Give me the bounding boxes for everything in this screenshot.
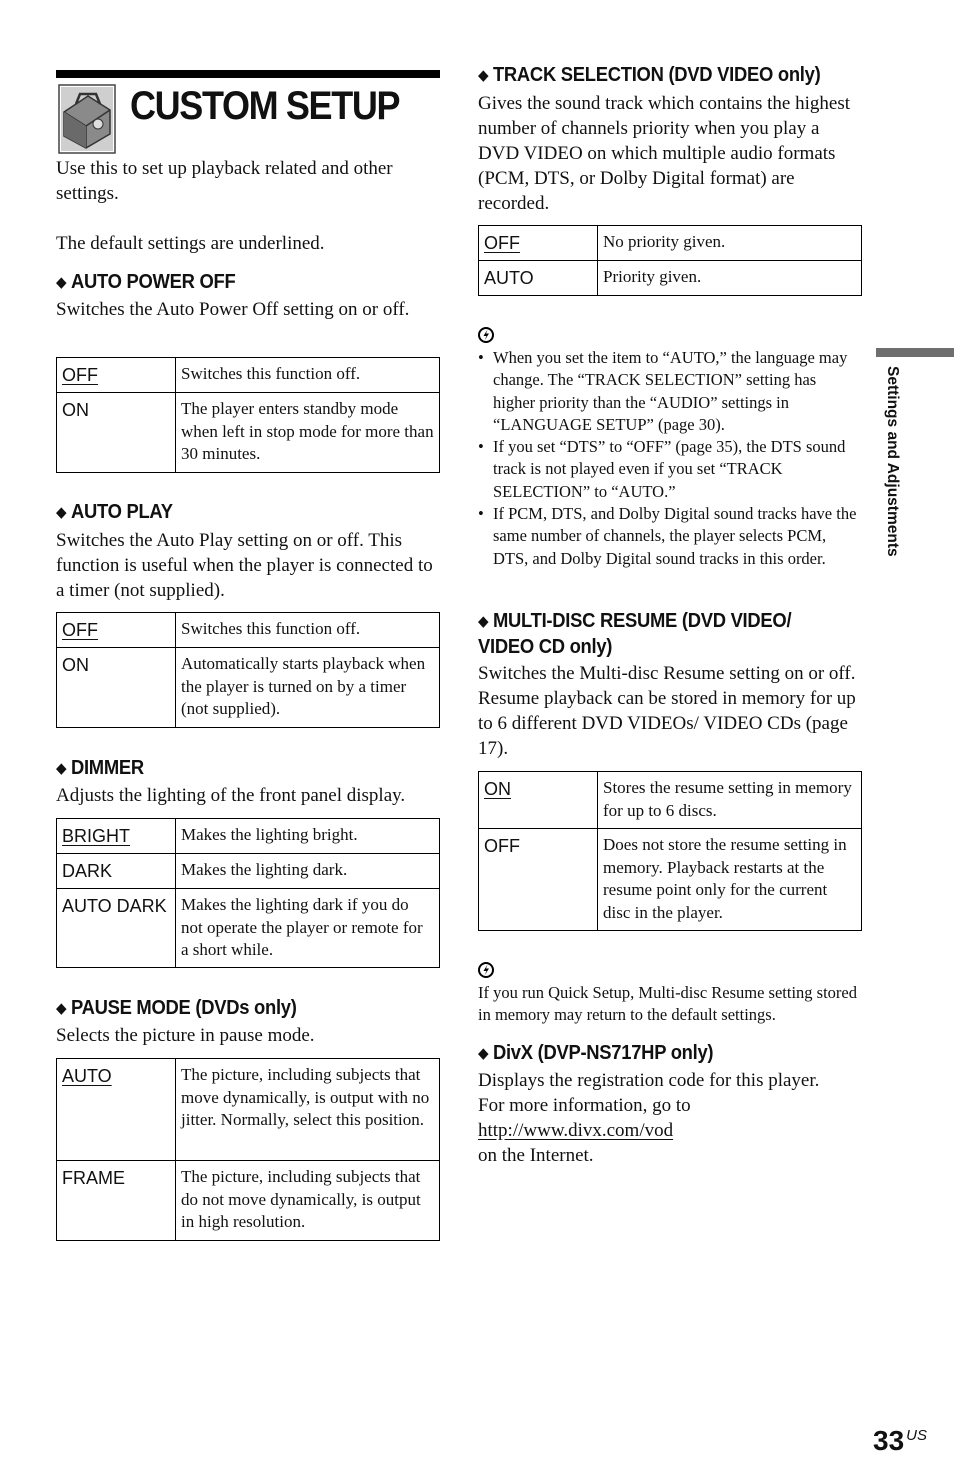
- sidebar-label: Settings and Adjustments: [884, 366, 901, 557]
- option-desc: The picture, including subjects that move dynamically, is output with no jitter. Normally, select this position.: [176, 1059, 440, 1161]
- section-heading: ◆ DivX (DVP-NS717HP only): [478, 1042, 714, 1064]
- section-auto-play: [56, 500, 440, 526]
- options-table: [56, 1058, 440, 1241]
- option-key: ON: [484, 779, 511, 799]
- option-key: BRIGHT: [62, 826, 131, 846]
- option-desc: Makes the lighting bright.: [176, 819, 440, 854]
- table-row: [479, 829, 862, 931]
- section-heading: ◆ TRACK SELECTION (DVD VIDEO only): [478, 64, 821, 86]
- option-desc: Makes the lighting dark.: [176, 854, 440, 889]
- table-row: [57, 1059, 440, 1161]
- diamond-icon: ◆: [56, 1000, 67, 1017]
- divx-link[interactable]: http://www.divx.com/vod: [478, 1120, 674, 1141]
- option-desc: Makes the lighting dark if you do not operate the player or remote for a short while.: [176, 889, 440, 968]
- diamond-icon: ◆: [478, 1045, 489, 1062]
- section-heading-cont: VIDEO CD only): [478, 636, 613, 658]
- table-row: [57, 358, 440, 393]
- section-track-selection: [478, 63, 862, 89]
- section-heading: ◆ AUTO POWER OFF: [56, 271, 236, 293]
- title-rule: [56, 70, 440, 78]
- section-desc: Switches the Auto Power Off setting on or off.: [56, 299, 410, 320]
- option-key: AUTO: [479, 261, 598, 296]
- options-table: [56, 818, 440, 968]
- option-key: AUTO: [62, 1066, 112, 1086]
- section-desc: Selects the picture in pause mode.: [56, 1025, 315, 1046]
- section-heading: ◆ DIMMER: [56, 757, 144, 779]
- list-item: • If you set “DTS” to “OFF” (page 35), the DTS sound track is not played even if you set “TRACK SELECTION” to “AUTO.”: [478, 436, 862, 503]
- diamond-icon: ◆: [56, 504, 67, 521]
- section-heading: ◆ AUTO PLAY: [56, 501, 173, 523]
- option-key: DARK: [57, 854, 176, 889]
- option-key: OFF: [62, 365, 98, 385]
- note-icon: [478, 962, 494, 978]
- list-item: • When you set the item to “AUTO,” the language may change. The “TRACK SELECTION” setting has higher priority than the “AUDIO” settings in “LANGUAGE SETUP” (page 30).: [478, 347, 862, 436]
- option-desc: Stores the resume setting in memory for up to 6 discs.: [598, 772, 862, 829]
- section-desc: Gives the sound track which contains the highest number of channels priority when you play a DVD VIDEO on which multiple audio formats (PCM, DTS, or Dolby Digital format) are recorded.: [478, 93, 851, 214]
- notes-list: [478, 347, 862, 570]
- section-desc: Switches the Multi-disc Resume setting on or off. Resume playback can be stored in memory for up to 6 different DVD VIDEOs/ VIDEO CDs (page 17).: [478, 663, 856, 759]
- intro-text: Use this to set up playback related and other settings.: [56, 158, 393, 204]
- section-desc: Switches the Auto Play setting on or off. This function is useful when the player is connected to a timer (not supplied).: [56, 530, 433, 601]
- toolbox-icon: [58, 84, 116, 154]
- page-suffix: US: [906, 1427, 927, 1444]
- section-multi-disc: [478, 609, 862, 660]
- option-desc: The player enters standby mode when left in stop mode for more than 30 minutes.: [176, 393, 440, 473]
- section-desc: [478, 1068, 862, 1168]
- option-desc: Priority given.: [598, 261, 862, 296]
- options-table: [56, 357, 440, 473]
- desc-line: Displays the registration code for this player.: [478, 1070, 820, 1091]
- table-row: [57, 819, 440, 854]
- list-item: • If PCM, DTS, and Dolby Digital sound tracks have the same number of channels, the player selects PCM, DTS, and Dolby Digital sound tracks in this order.: [478, 503, 862, 570]
- table-row: [57, 889, 440, 968]
- options-table: [478, 225, 862, 296]
- option-key: ON: [57, 648, 176, 728]
- table-row: [57, 854, 440, 889]
- sidebar-tab-bar: [876, 348, 954, 357]
- options-table: [56, 612, 440, 728]
- option-desc: Does not store the resume setting in memory. Playback restarts at the resume point only for the current disc in the player.: [598, 829, 862, 931]
- page-title: CUSTOM SETUP: [130, 84, 400, 128]
- option-desc: The picture, including subjects that do not move dynamically, is output in high resolution.: [176, 1161, 440, 1241]
- option-desc: No priority given.: [598, 226, 862, 261]
- table-row: [479, 226, 862, 261]
- section-heading: ◆ MULTI-DISC RESUME (DVD VIDEO/: [478, 610, 792, 632]
- page-number: 33 $^{US}$: [873, 1425, 927, 1456]
- options-table: [478, 771, 862, 931]
- section-desc: Adjusts the lighting of the front panel display.: [56, 785, 406, 806]
- sidebar-tab: [879, 366, 903, 586]
- option-key: OFF: [484, 233, 520, 253]
- table-row: [57, 648, 440, 728]
- note-text: If you run Quick Setup, Multi-disc Resume setting stored in memory may return to the default settings.: [478, 983, 857, 1025]
- note-block: [478, 962, 862, 978]
- option-desc: Automatically starts playback when the player is turned on by a timer (not supplied).: [176, 648, 440, 728]
- option-desc: Switches this function off.: [176, 358, 440, 393]
- table-row: [57, 1161, 440, 1241]
- desc-line: For more information, go to: [478, 1095, 691, 1116]
- option-key: ON: [57, 393, 176, 473]
- table-row: [57, 393, 440, 473]
- desc-line: on the Internet.: [478, 1145, 594, 1166]
- section-auto-power-off: [56, 270, 440, 296]
- option-desc: Switches this function off.: [176, 613, 440, 648]
- option-key: FRAME: [57, 1161, 176, 1241]
- note-icon: [478, 327, 494, 343]
- option-key: OFF: [62, 620, 98, 640]
- table-row: [57, 613, 440, 648]
- diamond-icon: ◆: [56, 760, 67, 777]
- section-dimmer: [56, 756, 440, 782]
- option-key: OFF: [479, 829, 598, 931]
- option-key: AUTO DARK: [57, 889, 176, 968]
- table-row: [479, 772, 862, 829]
- section-pause-mode: [56, 996, 440, 1022]
- diamond-icon: ◆: [478, 613, 489, 630]
- note-block: [478, 327, 862, 343]
- diamond-icon: ◆: [478, 67, 489, 84]
- diamond-icon: ◆: [56, 274, 67, 291]
- section-divx: [478, 1041, 862, 1067]
- section-heading: ◆ PAUSE MODE (DVDs only): [56, 997, 297, 1019]
- default-note: The default settings are underlined.: [56, 233, 325, 254]
- table-row: [479, 261, 862, 296]
